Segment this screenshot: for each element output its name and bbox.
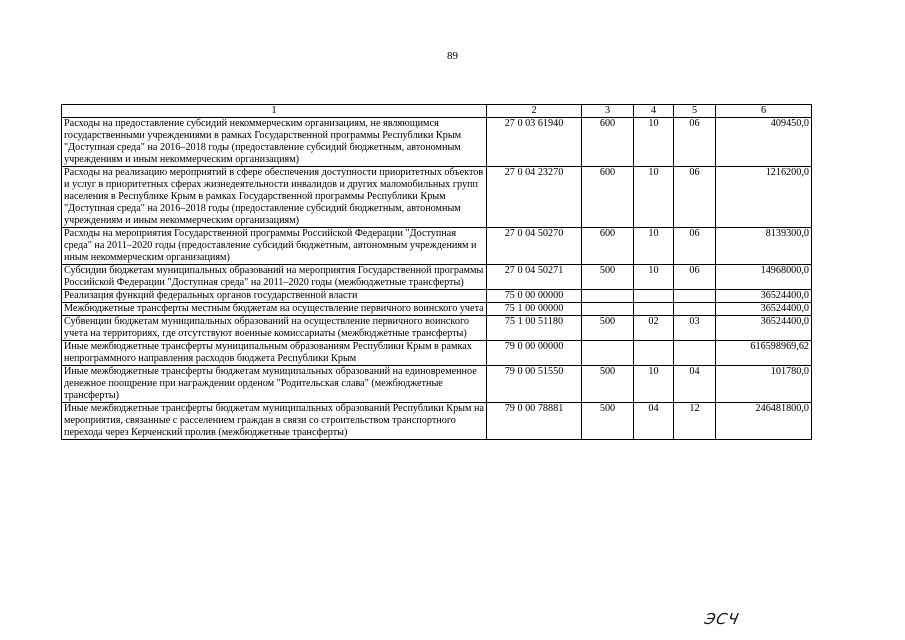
row-description: Расходы на предоставление субсидий некоммерческим организациям, не являющимся государственными учреждениями в рамках Государственной программы Республики Крым "Доступная среда" на 2016–2018 годы (предоставление субсидий бюджетным, автономным учреждениям и иным некоммерческим организациям) [62,118,487,167]
table-row [62,265,812,290]
row-subsection: 04 [674,366,716,403]
row-code: 27 0 03 61940 [487,118,582,167]
table-row [62,228,812,265]
row-subsection: 06 [674,228,716,265]
row-expense-type [582,341,634,366]
page-number: 89 [447,50,458,62]
table-row [62,316,812,341]
row-amount: 616598969,62 [716,341,812,366]
row-expense-type [582,303,634,316]
row-code: 27 0 04 50270 [487,228,582,265]
row-expense-type: 600 [582,118,634,167]
table-row [62,118,812,167]
row-section: 10 [634,366,674,403]
table-row [62,341,812,366]
row-amount: 1216200,0 [716,167,812,228]
table-row [62,167,812,228]
row-section: 04 [634,403,674,440]
row-description: Реализация функций федеральных органов государственной власти [62,290,487,303]
row-description: Расходы на мероприятия Государственной программы Российской Федерации "Доступная среда" на 2011–2020 годы (предоставление субсидий бюджетным, автономным учреждениям и иным некоммерческим организациям) [62,228,487,265]
column-header: 1 [62,105,487,118]
row-description: Межбюджетные трансферты местным бюджетам на осуществление первичного воинского учета [62,303,487,316]
budget-table [61,104,812,440]
row-amount: 14968000,0 [716,265,812,290]
table-header-row [62,105,812,118]
row-expense-type: 500 [582,403,634,440]
row-subsection: 06 [674,265,716,290]
row-expense-type [582,290,634,303]
row-subsection [674,303,716,316]
column-header: 5 [674,105,716,118]
row-amount: 36524400,0 [716,316,812,341]
row-amount: 409450,0 [716,118,812,167]
row-section [634,303,674,316]
row-section [634,341,674,366]
table-row [62,290,812,303]
row-description: Иные межбюджетные трансферты бюджетам муниципальных образований на единовременное денежное поощрение при награждении орденом "Родительская слава" (межбюджетные трансферты) [62,366,487,403]
table-row [62,366,812,403]
row-description: Иные межбюджетные трансферты муниципальным образованиям Республики Крым в рамках непрограммного направления расходов бюджета Республики Крым [62,341,487,366]
row-code: 27 0 04 23270 [487,167,582,228]
row-expense-type: 600 [582,228,634,265]
row-subsection [674,290,716,303]
table-row [62,303,812,316]
row-description: Расходы на реализацию мероприятий в сфере обеспечения доступности приоритетных объектов и услуг в приоритетных сферах жизнедеятельности инвалидов и других маломобильных групп населения в Республике Крым в рамках Государственной программы Республики Крым "Доступная среда" на 2016–2018 годы (предоставление субсидий бюджетным, автономным учреждениям и иным некоммерческим организациям) [62,167,487,228]
row-section [634,290,674,303]
row-expense-type: 500 [582,265,634,290]
row-code: 75 1 00 51180 [487,316,582,341]
row-amount: 101780,0 [716,366,812,403]
row-subsection: 06 [674,167,716,228]
row-subsection: 12 [674,403,716,440]
row-section: 10 [634,228,674,265]
row-expense-type: 500 [582,366,634,403]
row-code: 27 0 04 50271 [487,265,582,290]
row-subsection [674,341,716,366]
row-amount: 36524400,0 [716,290,812,303]
handwritten-signature: ЭСЧ [703,610,742,628]
row-subsection: 06 [674,118,716,167]
row-code: 75 1 00 00000 [487,303,582,316]
row-description: Субсидии бюджетам муниципальных образований на мероприятия Государственной программы Российской Федерации "Доступная среда" на 2011–2020 годы (межбюджетные трансферты) [62,265,487,290]
row-code: 79 0 00 00000 [487,341,582,366]
row-amount: 246481800,0 [716,403,812,440]
row-amount: 8139300,0 [716,228,812,265]
row-section: 10 [634,265,674,290]
column-header: 4 [634,105,674,118]
row-amount: 36524400,0 [716,303,812,316]
row-description: Субвенции бюджетам муниципальных образований на осуществление первичного воинского учета на территориях, где отсутствуют военные комиссариаты (межбюджетные трансферты) [62,316,487,341]
row-code: 79 0 00 78881 [487,403,582,440]
row-subsection: 03 [674,316,716,341]
row-section: 02 [634,316,674,341]
table-row [62,403,812,440]
row-description: Иные межбюджетные трансферты бюджетам муниципальных образований Республики Крым на мероприятия, связанные с расселением граждан в связи со строительством транспортного перехода через Керченский пролив (межбюджетные трансферты) [62,403,487,440]
row-expense-type: 500 [582,316,634,341]
column-header: 6 [716,105,812,118]
row-code: 79 0 00 51550 [487,366,582,403]
row-section: 10 [634,167,674,228]
row-code: 75 0 00 00000 [487,290,582,303]
row-expense-type: 600 [582,167,634,228]
row-section: 10 [634,118,674,167]
column-header: 3 [582,105,634,118]
column-header: 2 [487,105,582,118]
